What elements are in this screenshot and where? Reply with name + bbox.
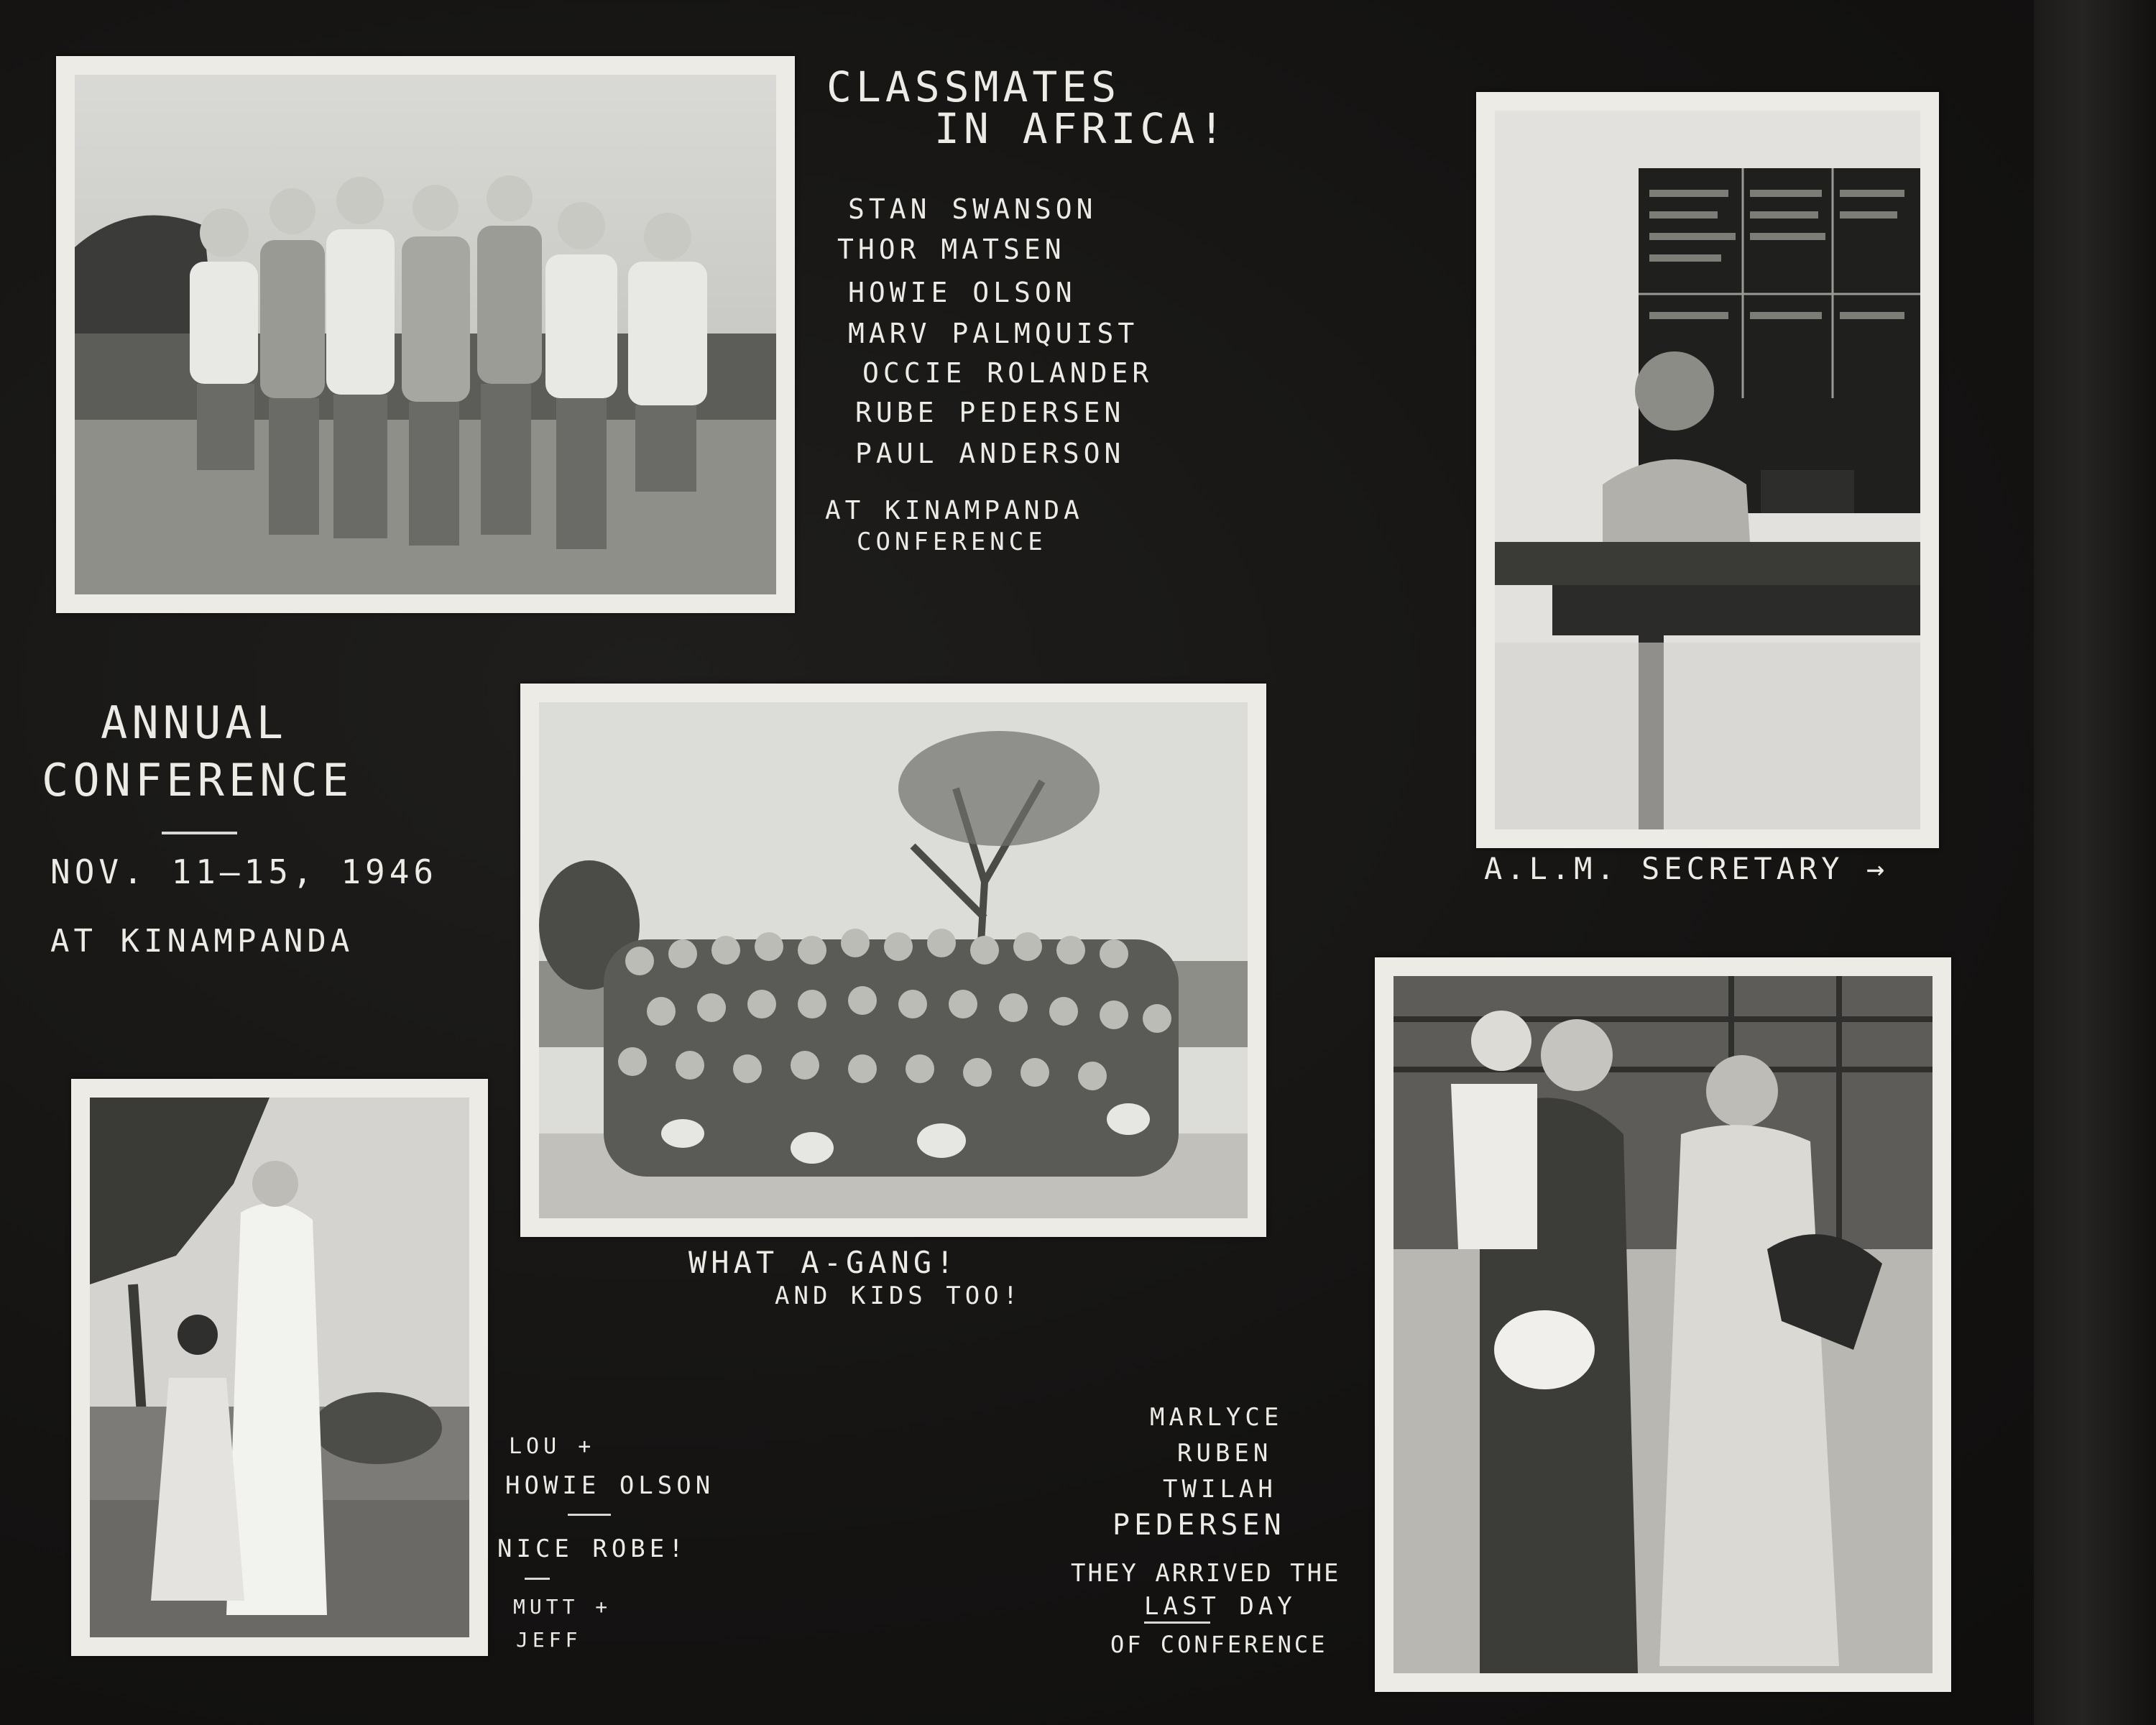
caption-gang-line-2: AND KIDS TOO!: [775, 1282, 1023, 1310]
caption-pedersens-underline: [1144, 1622, 1210, 1624]
caption-classmates-name-2: THOR MATSEN: [837, 234, 1066, 265]
caption-conference-date: NOV. 11–15, 1946: [50, 852, 438, 891]
caption-classmates-name-6: RUBE PEDERSEN: [855, 397, 1125, 428]
photo-secretary: [1476, 92, 1939, 848]
caption-gang-line-1: WHAT A-GANG!: [688, 1245, 959, 1280]
caption-classmates-heading-1: CLASSMATES: [826, 63, 1121, 111]
caption-classmates-name-1: STAN SWANSON: [848, 193, 1097, 225]
caption-olsons-line-4: MUTT +: [513, 1595, 612, 1619]
caption-classmates-name-4: MARV PALMQUIST: [848, 318, 1139, 349]
caption-pedersens-line-1: MARLYCE: [1150, 1403, 1284, 1432]
caption-conference-place: AT KINAMPANDA: [50, 923, 354, 960]
caption-pedersens-line-6: LAST DAY: [1144, 1592, 1296, 1621]
caption-pedersens-line-7: OF CONFERENCE: [1110, 1631, 1328, 1658]
caption-olsons-line-5: JEFF: [516, 1628, 582, 1652]
photo-classmates: [56, 56, 795, 613]
caption-olsons-line-3: NICE ROBE!: [497, 1535, 688, 1563]
caption-pedersens-line-3: TWILAH: [1163, 1475, 1277, 1504]
caption-pedersens-line-5: THEY ARRIVED THE: [1071, 1559, 1341, 1588]
caption-classmates-name-3: HOWIE OLSON: [848, 277, 1077, 308]
caption-olsons-line-2: HOWIE OLSON: [505, 1471, 715, 1500]
caption-classmates-name-5: OCCIE ROLANDER: [862, 357, 1153, 389]
caption-pedersens-line-4: PEDERSEN: [1112, 1509, 1286, 1542]
caption-classmates-name-7: PAUL ANDERSON: [855, 438, 1125, 469]
caption-classmates-location-1: AT KINAMPANDA: [825, 496, 1084, 525]
photo-group-gang: [520, 684, 1266, 1237]
caption-classmates-heading-2: IN AFRICA!: [934, 104, 1229, 153]
album-spine: [2034, 0, 2156, 1725]
photo-olsons: [71, 1079, 488, 1656]
caption-olsons-line-1: LOU +: [509, 1434, 596, 1459]
caption-classmates-location-2: CONFERENCE: [857, 528, 1047, 556]
caption-pedersens-line-2: RUBEN: [1177, 1439, 1273, 1468]
photo-pedersens: [1375, 957, 1951, 1692]
caption-conference-line-1: ANNUAL: [101, 696, 287, 749]
caption-olsons-divider-2: [525, 1578, 550, 1580]
caption-secretary: A.L.M. SECRETARY →: [1484, 851, 1889, 886]
caption-olsons-divider-1: [568, 1514, 611, 1516]
caption-conference-line-2: CONFERENCE: [42, 754, 354, 806]
caption-conference-underline: [162, 832, 237, 834]
